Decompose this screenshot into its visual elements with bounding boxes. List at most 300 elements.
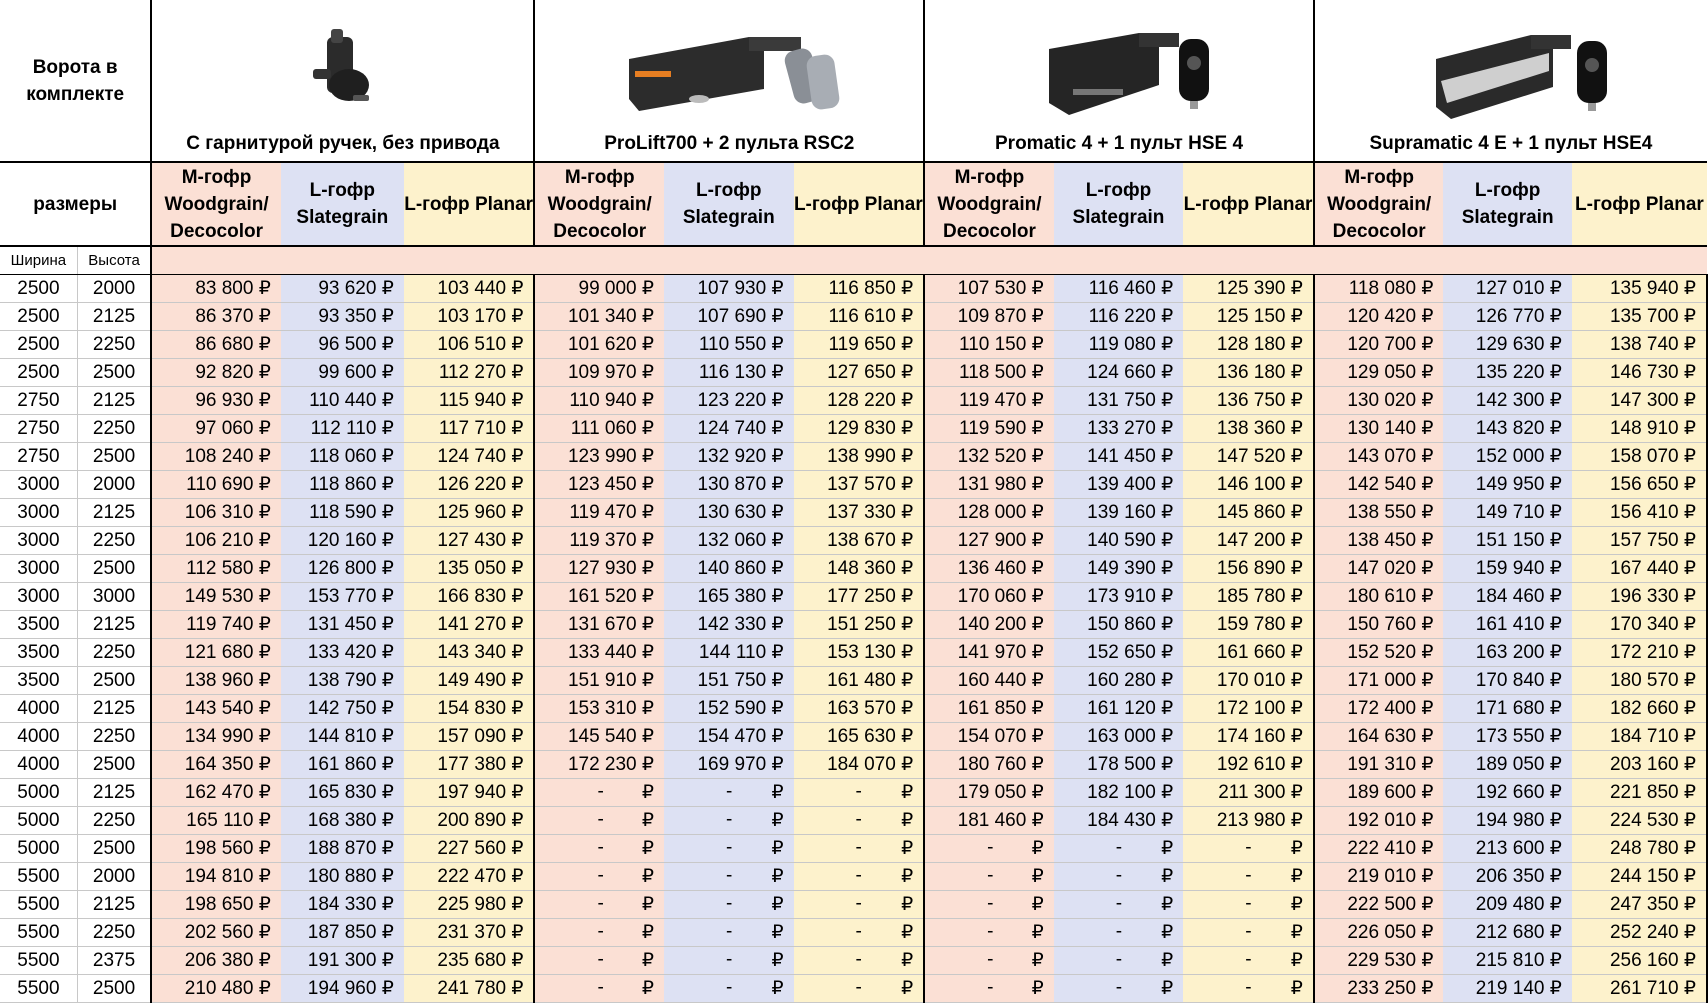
price-value: 125 390 <box>1216 278 1286 299</box>
price-cell <box>924 499 1054 527</box>
table-row <box>0 387 1707 415</box>
price-value: 147 300 <box>1609 390 1679 411</box>
currency-sign: ₽ <box>901 810 914 831</box>
price-value: 131 670 <box>567 614 637 635</box>
currency-sign: ₽ <box>1031 642 1044 663</box>
price-cell <box>924 751 1054 779</box>
height-cell: 3000 <box>77 583 151 611</box>
price-value: 163 570 <box>827 698 896 719</box>
product-header-supramatic <box>1314 0 1707 162</box>
currency-sign: ₽ <box>771 642 784 663</box>
currency-sign: ₽ <box>1683 334 1696 355</box>
currency-sign: ₽ <box>381 922 394 943</box>
currency-sign: ₽ <box>1683 418 1696 439</box>
price-cell <box>1314 555 1444 583</box>
price-cell <box>1314 667 1444 695</box>
dash-mark: - <box>1115 921 1123 942</box>
price-cell <box>1443 471 1571 499</box>
currency-sign: ₽ <box>381 334 394 355</box>
price-cell <box>1572 723 1707 751</box>
price-cell-unavailable <box>794 947 925 975</box>
price-cell <box>1443 359 1571 387</box>
price-cell-unavailable <box>924 891 1054 919</box>
currency-sign: ₽ <box>1031 950 1044 971</box>
currency-sign: ₽ <box>1549 838 1562 859</box>
height-cell: 2125 <box>77 387 151 415</box>
price-value: 179 050 <box>957 782 1027 803</box>
price-cell <box>1314 275 1444 303</box>
price-cell <box>924 359 1054 387</box>
price-cell <box>1183 303 1314 331</box>
currency-sign: ₽ <box>1161 446 1174 467</box>
price-cell <box>924 695 1054 723</box>
currency-sign: ₽ <box>641 418 654 439</box>
price-value: 248 780 <box>1609 838 1679 859</box>
currency-sign: ₽ <box>258 418 271 439</box>
price-cell <box>281 891 404 919</box>
price-cell <box>404 415 535 443</box>
currency-sign: ₽ <box>1549 950 1562 971</box>
price-cell <box>1443 555 1571 583</box>
currency-sign: ₽ <box>1290 474 1303 495</box>
currency-sign: ₽ <box>1549 978 1562 999</box>
price-value: 156 650 <box>1609 474 1679 495</box>
price-cell <box>664 303 794 331</box>
currency-sign: ₽ <box>1683 754 1696 775</box>
height-cell: 2500 <box>77 555 151 583</box>
price-value: 126 770 <box>1475 306 1545 327</box>
variant-l-planar-1: L-гофр Planar <box>404 162 535 246</box>
currency-sign: ₽ <box>641 978 654 999</box>
price-value: 131 450 <box>307 614 377 635</box>
currency-sign: ₽ <box>258 362 271 383</box>
price-cell <box>151 443 281 471</box>
price-cell <box>534 639 664 667</box>
price-cell-unavailable <box>1054 835 1184 863</box>
price-value: 152 590 <box>697 698 767 719</box>
price-value: 161 480 <box>827 670 896 691</box>
price-cell <box>1054 275 1184 303</box>
price-value: 143 340 <box>437 642 507 663</box>
currency-sign: ₽ <box>1290 334 1303 355</box>
currency-sign: ₽ <box>381 642 394 663</box>
price-cell <box>664 583 794 611</box>
price-cell-unavailable <box>1054 891 1184 919</box>
currency-sign: ₽ <box>381 390 394 411</box>
currency-sign: ₽ <box>511 306 524 327</box>
currency-sign: ₽ <box>771 446 784 467</box>
dash-mark: - <box>726 809 733 830</box>
currency-sign: ₽ <box>258 782 271 803</box>
currency-sign: ₽ <box>1683 726 1696 747</box>
variant-l-slate-1: L-гофр Slategrain <box>281 162 404 246</box>
price-cell <box>281 723 404 751</box>
price-cell <box>281 975 404 1003</box>
currency-sign: ₽ <box>511 642 524 663</box>
price-cell <box>281 555 404 583</box>
price-value: 151 150 <box>1475 530 1545 551</box>
currency-sign: ₽ <box>641 810 654 831</box>
price-cell <box>794 527 925 555</box>
dash-mark: - <box>726 921 733 942</box>
price-cell <box>1572 583 1707 611</box>
price-value: 136 460 <box>957 558 1027 579</box>
price-cell <box>1443 443 1571 471</box>
variant-l-slate-3: L-гофр Slategrain <box>1054 162 1184 246</box>
price-value: 110 150 <box>959 334 1027 355</box>
table-row <box>0 723 1707 751</box>
price-value: 128 180 <box>1216 334 1286 355</box>
width-cell: 5000 <box>0 779 77 807</box>
dash-mark: - <box>1245 921 1252 942</box>
price-cell <box>151 583 281 611</box>
currency-sign: ₽ <box>901 922 914 943</box>
table-row <box>0 667 1707 695</box>
currency-sign: ₽ <box>1421 726 1434 747</box>
price-cell <box>924 639 1054 667</box>
currency-sign: ₽ <box>1031 782 1044 803</box>
currency-sign: ₽ <box>258 614 271 635</box>
price-cell <box>924 331 1054 359</box>
dash-mark: - <box>987 921 994 942</box>
price-cell <box>924 555 1054 583</box>
price-value: 161 850 <box>957 698 1027 719</box>
header-fill-band <box>151 246 1707 275</box>
price-value: 189 600 <box>1347 782 1417 803</box>
currency-sign: ₽ <box>381 446 394 467</box>
price-cell <box>1572 919 1707 947</box>
currency-sign: ₽ <box>771 362 784 383</box>
currency-sign: ₽ <box>1290 698 1303 719</box>
currency-sign: ₽ <box>1031 894 1044 915</box>
currency-sign: ₽ <box>641 642 654 663</box>
currency-sign: ₽ <box>771 558 784 579</box>
price-value: 108 240 <box>184 446 254 467</box>
height-cell: 2250 <box>77 807 151 835</box>
price-cell <box>664 527 794 555</box>
dash-mark: - <box>726 949 733 970</box>
price-cell <box>1054 415 1184 443</box>
currency-sign: ₽ <box>1161 474 1174 495</box>
currency-sign: ₽ <box>901 558 914 579</box>
currency-sign: ₽ <box>1161 614 1174 635</box>
price-value: 129 630 <box>1475 334 1545 355</box>
currency-sign: ₽ <box>771 474 784 495</box>
price-cell <box>1443 611 1571 639</box>
price-value: 110 940 <box>569 390 637 411</box>
currency-sign: ₽ <box>1683 950 1696 971</box>
currency-sign: ₽ <box>1290 950 1303 971</box>
price-cell <box>664 667 794 695</box>
currency-sign: ₽ <box>901 446 914 467</box>
price-cell <box>1443 835 1571 863</box>
price-value: 149 710 <box>1475 502 1545 523</box>
currency-sign: ₽ <box>901 698 914 719</box>
price-value: 180 760 <box>957 754 1027 775</box>
currency-sign: ₽ <box>258 642 271 663</box>
price-cell <box>924 527 1054 555</box>
price-cell <box>1054 779 1184 807</box>
currency-sign: ₽ <box>381 306 394 327</box>
price-value: 110 440 <box>309 390 377 411</box>
price-cell <box>794 611 925 639</box>
price-cell <box>924 611 1054 639</box>
price-cell <box>534 611 664 639</box>
dash-mark: - <box>855 837 862 858</box>
currency-sign: ₽ <box>1421 670 1434 691</box>
price-value: 171 680 <box>1475 698 1545 719</box>
handle-set-icon <box>283 19 403 127</box>
price-value: 192 660 <box>1475 782 1545 803</box>
dash-mark: - <box>597 809 604 830</box>
currency-sign: ₽ <box>1161 978 1174 999</box>
price-cell <box>664 275 794 303</box>
corner-label: Ворота в комплекте <box>26 56 125 105</box>
height-cell: 2500 <box>77 667 151 695</box>
width-column-header: Ширина <box>0 246 77 275</box>
currency-sign: ₽ <box>1161 390 1174 411</box>
currency-sign: ₽ <box>1683 838 1696 859</box>
currency-sign: ₽ <box>1549 418 1562 439</box>
currency-sign: ₽ <box>511 810 524 831</box>
currency-sign: ₽ <box>901 334 914 355</box>
price-cell <box>1054 387 1184 415</box>
currency-sign: ₽ <box>1161 642 1174 663</box>
currency-sign: ₽ <box>1161 922 1174 943</box>
currency-sign: ₽ <box>1549 390 1562 411</box>
price-cell-unavailable <box>794 919 925 947</box>
price-value: 150 760 <box>1347 614 1417 635</box>
price-cell <box>1183 639 1314 667</box>
price-value: 138 360 <box>1216 418 1286 439</box>
currency-sign: ₽ <box>1290 586 1303 607</box>
currency-sign: ₽ <box>1031 446 1044 467</box>
price-value: 112 580 <box>186 558 254 579</box>
currency-sign: ₽ <box>1549 894 1562 915</box>
price-cell <box>534 331 664 359</box>
height-cell: 2250 <box>77 919 151 947</box>
width-cell: 3000 <box>0 471 77 499</box>
price-value: 159 940 <box>1475 558 1545 579</box>
price-value: 163 000 <box>1087 726 1156 747</box>
price-cell <box>1572 835 1707 863</box>
price-value: 93 350 <box>318 306 377 327</box>
product-title-supramatic: Supramatic 4 E + 1 пульт HSE4 <box>1369 133 1653 154</box>
currency-sign: ₽ <box>511 894 524 915</box>
currency-sign: ₽ <box>901 278 914 299</box>
dimension-header-row <box>0 246 1707 275</box>
dash-mark: - <box>1245 977 1252 998</box>
price-value: 86 680 <box>195 334 254 355</box>
currency-sign: ₽ <box>1683 894 1696 915</box>
price-cell <box>281 275 404 303</box>
price-cell <box>1054 443 1184 471</box>
currency-sign: ₽ <box>511 474 524 495</box>
currency-sign: ₽ <box>901 306 914 327</box>
price-cell-unavailable <box>664 779 794 807</box>
price-value: 137 330 <box>827 502 896 523</box>
price-cell-unavailable <box>1054 863 1184 891</box>
price-value: 130 140 <box>1347 418 1417 439</box>
price-value: 229 530 <box>1347 950 1417 971</box>
price-value: 150 860 <box>1087 614 1156 635</box>
currency-sign: ₽ <box>258 474 271 495</box>
price-value: 153 310 <box>567 698 637 719</box>
price-value: 145 860 <box>1216 502 1286 523</box>
price-cell <box>151 611 281 639</box>
price-value: 138 790 <box>307 670 377 691</box>
product-header-handles <box>151 0 534 162</box>
currency-sign: ₽ <box>511 670 524 691</box>
price-cell <box>1183 387 1314 415</box>
variant-l-slate-4: L-гофр Slategrain <box>1443 162 1571 246</box>
price-cell <box>151 947 281 975</box>
dash-mark: - <box>987 893 994 914</box>
height-cell: 2500 <box>77 835 151 863</box>
price-value: 178 500 <box>1087 754 1156 775</box>
currency-sign: ₽ <box>1421 390 1434 411</box>
dash-mark: - <box>597 865 604 886</box>
currency-sign: ₽ <box>1161 418 1174 439</box>
price-cell <box>1572 807 1707 835</box>
price-value: 154 830 <box>437 698 507 719</box>
price-cell <box>151 303 281 331</box>
price-value: 116 130 <box>698 362 767 383</box>
price-value: 111 060 <box>570 418 637 439</box>
height-cell: 2000 <box>77 275 151 303</box>
currency-sign: ₽ <box>641 670 654 691</box>
price-value: 172 400 <box>1347 698 1417 719</box>
price-cell <box>281 695 404 723</box>
price-value: 180 880 <box>307 866 377 887</box>
currency-sign: ₽ <box>1031 334 1044 355</box>
price-value: 129 830 <box>827 418 896 439</box>
price-value: 128 220 <box>827 390 896 411</box>
currency-sign: ₽ <box>901 474 914 495</box>
currency-sign: ₽ <box>1683 362 1696 383</box>
height-cell: 2125 <box>77 695 151 723</box>
price-value: 103 170 <box>437 306 507 327</box>
price-value: 148 360 <box>827 558 896 579</box>
currency-sign: ₽ <box>258 838 271 859</box>
price-cell <box>794 387 925 415</box>
price-value: 222 410 <box>1347 838 1417 859</box>
currency-sign: ₽ <box>901 502 914 523</box>
price-cell <box>1183 583 1314 611</box>
currency-sign: ₽ <box>1161 894 1174 915</box>
currency-sign: ₽ <box>1290 530 1303 551</box>
price-cell <box>1183 723 1314 751</box>
width-cell: 4000 <box>0 751 77 779</box>
dash-mark: - <box>987 865 994 886</box>
price-value: 151 750 <box>697 670 767 691</box>
currency-sign: ₽ <box>511 558 524 579</box>
price-cell-unavailable <box>794 835 925 863</box>
currency-sign: ₽ <box>1161 866 1174 887</box>
currency-sign: ₽ <box>641 614 654 635</box>
price-cell <box>534 555 664 583</box>
price-value: 161 410 <box>1475 614 1545 635</box>
price-cell <box>1572 359 1707 387</box>
currency-sign: ₽ <box>258 810 271 831</box>
currency-sign: ₽ <box>1421 474 1434 495</box>
price-value: 135 050 <box>437 558 507 579</box>
price-cell <box>1183 751 1314 779</box>
price-cell <box>1443 387 1571 415</box>
price-value: 202 560 <box>184 922 254 943</box>
price-value: 159 780 <box>1216 614 1286 635</box>
price-cell <box>151 779 281 807</box>
currency-sign: ₽ <box>381 698 394 719</box>
currency-sign: ₽ <box>1290 446 1303 467</box>
currency-sign: ₽ <box>1031 866 1044 887</box>
price-value: 252 240 <box>1609 922 1679 943</box>
currency-sign: ₽ <box>511 838 524 859</box>
price-cell <box>404 583 535 611</box>
price-cell <box>281 639 404 667</box>
price-value: 116 220 <box>1088 306 1156 327</box>
price-value: 112 270 <box>438 362 507 383</box>
price-value: 212 680 <box>1475 922 1545 943</box>
currency-sign: ₽ <box>1421 586 1434 607</box>
currency-sign: ₽ <box>641 334 654 355</box>
currency-sign: ₽ <box>1290 754 1303 775</box>
price-cell-unavailable <box>534 919 664 947</box>
price-cell <box>281 303 404 331</box>
price-cell-unavailable <box>1183 891 1314 919</box>
height-cell: 2250 <box>77 639 151 667</box>
currency-sign: ₽ <box>901 894 914 915</box>
currency-sign: ₽ <box>771 950 784 971</box>
sizes-label: размеры <box>0 162 151 246</box>
width-cell: 5000 <box>0 835 77 863</box>
price-cell <box>1183 695 1314 723</box>
price-value: 118 060 <box>309 446 377 467</box>
currency-sign: ₽ <box>1421 894 1434 915</box>
price-value: 156 410 <box>1609 502 1679 523</box>
price-value: 127 010 <box>1475 278 1545 299</box>
price-value: 157 750 <box>1609 530 1679 551</box>
width-cell: 4000 <box>0 695 77 723</box>
dash-mark: - <box>1115 949 1123 970</box>
price-cell <box>1054 639 1184 667</box>
price-value: 146 100 <box>1216 474 1286 495</box>
price-cell <box>1054 471 1184 499</box>
price-value: 215 810 <box>1475 950 1545 971</box>
currency-sign: ₽ <box>641 782 654 803</box>
currency-sign: ₽ <box>511 586 524 607</box>
table-row <box>0 415 1707 443</box>
price-cell <box>1572 975 1707 1003</box>
price-cell-unavailable <box>924 863 1054 891</box>
price-value: 161 660 <box>1216 642 1286 663</box>
price-value: 119 740 <box>186 614 254 635</box>
height-cell: 2125 <box>77 779 151 807</box>
price-cell <box>404 471 535 499</box>
currency-sign: ₽ <box>1421 698 1434 719</box>
price-cell <box>1314 947 1444 975</box>
currency-sign: ₽ <box>511 698 524 719</box>
price-value: 185 780 <box>1216 586 1286 607</box>
variant-m-2: М-гофр Woodgrain/ Decocolor <box>534 162 664 246</box>
currency-sign: ₽ <box>1290 642 1303 663</box>
price-cell <box>1054 555 1184 583</box>
price-cell <box>1572 779 1707 807</box>
price-cell <box>281 471 404 499</box>
price-cell <box>404 555 535 583</box>
price-value: 152 650 <box>1087 642 1156 663</box>
dash-mark: - <box>987 837 994 858</box>
